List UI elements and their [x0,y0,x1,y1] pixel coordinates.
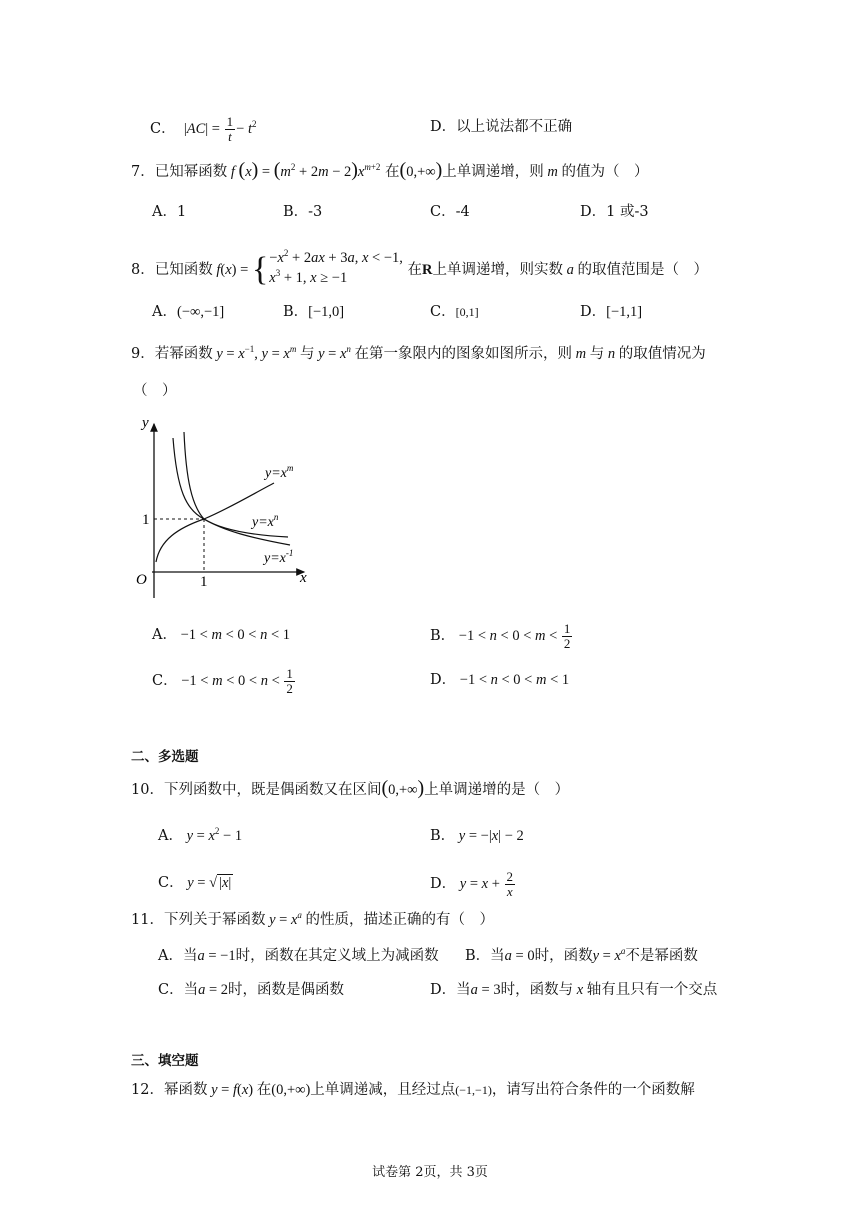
q11-option-c[interactable]: C．当a = 2时，函数是偶函数 [158,982,345,998]
q11-option-d-cond: a = 3 [470,982,501,998]
q11-option-c-cond: a = 2 [198,982,229,998]
q9-var-m: m [572,346,590,362]
q9-stem: 9．若幂函数 $y = x^{-1}$, $y = x^m$ 与 $y = x^n$ 在第一象限内的图象如图所示，则 m 与 n 的取值情况为 [131,344,706,362]
q7-function: f $(x) = (m^2 + 2m - 2)x^{m+2}$ [230,159,381,181]
q9-tick-y: 1 [142,512,150,528]
q11-option-a-cond: a = −1 [197,948,236,964]
q10-option-a[interactable]: A． $y = x^2 - 1$ [158,826,243,844]
q9-axis-y-label: y [142,415,149,431]
q7-var-m: m [543,164,562,180]
q9-label-n: $y=x^n$ [252,512,279,530]
q6-option-c-formula: |AC| = $\frac{1}{t}$ − $t^2$ [180,114,257,144]
q9-option-c-formula: −1 < m < 0 < n < $\frac{1}{2}$ [177,666,293,696]
q11-option-d[interactable]: D．当a = 3时，函数与 x 轴有且只有一个交点 [430,982,718,998]
q11-option-b-cond: a = 0 [504,948,535,964]
q9-stem-cont: （ ） [133,383,177,399]
q8-reals: R [421,262,433,278]
q9-var-n: n [604,346,619,362]
q11-function: $y = x^a$ [269,910,302,928]
q7-interval: (0,+∞) [399,159,443,181]
q9-label-inv: $y=x^{-1}$ [264,548,294,566]
q7-stem: 7．已知幂函数 f $(x) = (m^2 + 2m - 2)x^{m+2}$ 在(0,+∞)上单调递增，则 m 的值为（ ） [131,159,649,181]
q10-option-d[interactable]: D． y = x + $\frac{2}{x}$ [430,870,516,899]
q8-function: f(x) = [216,262,252,278]
q11-option-a[interactable]: A．当a = −1时，函数在其定义域上为减函数 [158,948,439,964]
q9-option-a-formula: −1 < m < 0 < n < 1 [176,627,290,643]
q10-option-c-formula: y = √ |x| [187,875,232,891]
q8-brace: { [251,251,269,288]
q9-option-c[interactable]: C． −1 < m < 0 < n < $\frac{1}{2}$ [152,667,296,696]
q8-var-a: a [562,262,578,278]
q7-option-c[interactable]: C．-4 [430,204,470,220]
q10-interval: (0,+∞) [381,777,425,799]
q12-interval: (0,+∞) [271,1082,311,1098]
q8-option-a[interactable]: A．(−∞,−1] [152,304,225,320]
q9-option-d-formula: −1 < n < 0 < m < 1 [456,672,570,688]
q8-stem: 8．已知函数 f(x) = { $-x^2 + 2ax + 3a$, x < −1, $x^3 + 1$, x ≥ −1 在R上单调递增，则实数 a 的取值范围是（ ） [131,248,708,288]
q10-option-d-formula: y = x + $\frac{2}{x}$ [459,869,514,899]
q8-option-c[interactable]: C．[0,1] [430,304,479,320]
q8-cases: $-x^2 + 2ax + 3a$, x < −1, $x^3 + 1$, x ≥ −1 [269,248,403,286]
q9-label-m: $y=x^m$ [265,463,294,481]
q7-option-b[interactable]: B．-3 [283,204,323,220]
q11-option-b-func: $y = x^a$ [592,946,626,964]
q9-tick-x: 1 [200,574,208,590]
q9-origin-label: O [136,572,147,588]
q11-stem: 11．下列关于幂函数 $y = x^a$ 的性质，描述正确的有（ ） [131,910,495,928]
q10-stem: 10．下列函数中，既是偶函数又在区间(0,+∞)上单调递增的是（ ） [131,777,570,799]
q12-point: (−1,−1) [455,1083,492,1097]
section-fill-in-heading: 三、填空题 [131,1053,199,1069]
q10-option-a-formula: $y = x^2 - 1$ [186,826,243,844]
q6-option-d[interactable]: D．以上说法都不正确 [430,119,573,135]
q10-option-b-formula: y = −|x| − 2 [458,828,524,844]
q12-stem: 12．幂函数 y = f(x) 在(0,+∞)上单调递减，且经过点(−1,−1)，请写出符合条件的一个函数解 [131,1082,695,1098]
q9-function-n: $y = x^n$ [318,344,351,362]
q7-option-d[interactable]: D．1 或-3 [580,204,649,220]
q11-option-d-var-x: x [573,982,587,998]
q11-option-b[interactable]: B．当a = 0时，函数$y = x^a$不是幂函数 [465,946,698,964]
q6-option-c[interactable]: C． |AC| = $\frac{1}{t}$ − $t^2$ [150,114,257,144]
q8-option-d[interactable]: D．[−1,1] [580,304,643,320]
page-footer: 试卷第 2页，共 3页 [372,1165,488,1180]
q9-option-d[interactable]: D． −1 < n < 0 < m < 1 [430,672,570,688]
q9-axis-x-label: x [300,570,307,586]
q10-option-b[interactable]: B． y = −|x| − 2 [430,828,524,844]
q8-option-b[interactable]: B．[−1,0] [283,304,345,320]
q10-option-c[interactable]: C． y = √ |x| [158,875,232,891]
q7-option-a[interactable]: A．1 [152,204,187,220]
section-multiple-choice-heading: 二、多选题 [131,749,199,765]
q9-figure [128,410,328,605]
q9-option-b-formula: −1 < n < 0 < m < $\frac{1}{2}$ [455,621,571,651]
q9-option-a[interactable]: A． −1 < m < 0 < n < 1 [152,627,290,643]
q9-functions: $y = x^{-1}$, $y = x^m$ [216,344,297,362]
q9-option-b[interactable]: B． −1 < n < 0 < m < $\frac{1}{2}$ [430,622,573,651]
q12-function: y = f(x) [211,1082,257,1098]
